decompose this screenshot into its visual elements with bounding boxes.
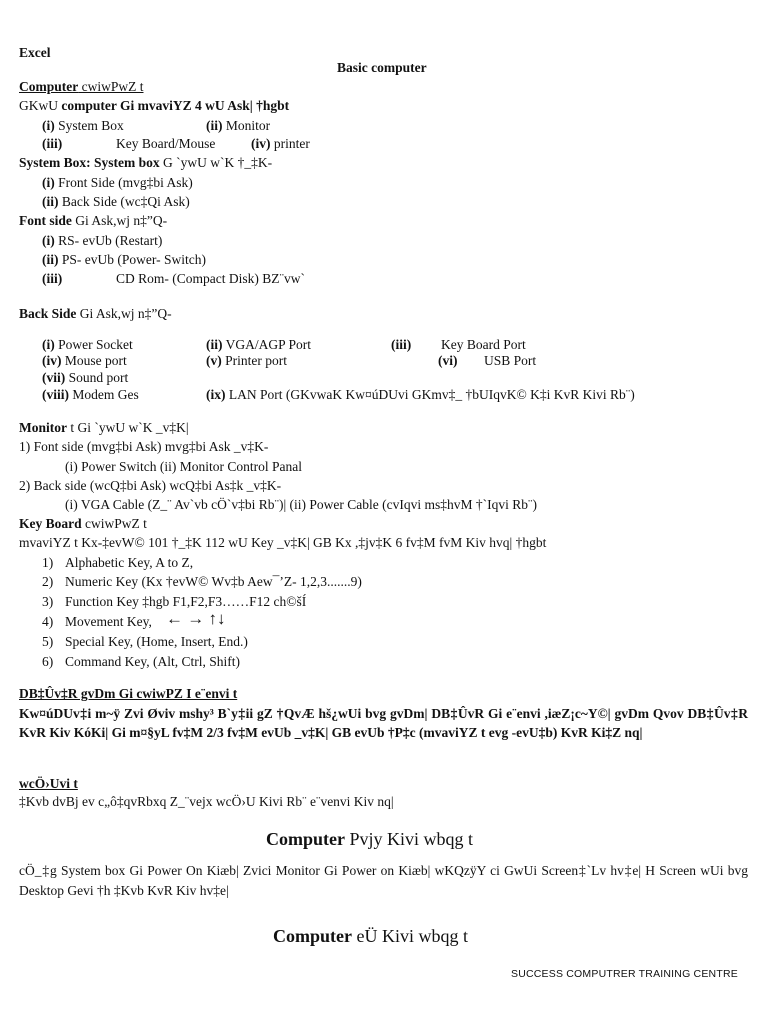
fontside-iii-num: (iii) <box>42 271 63 286</box>
port-v: (v) Printer port <box>206 353 287 368</box>
key-text: Special Key, (Home, Insert, End.) <box>65 634 248 649</box>
monitor-front-items: (i) Power Switch (ii) Monitor Control Panal <box>65 459 302 474</box>
printer-heading: wcÖ›Uvi t <box>19 776 78 791</box>
key-num: 2) <box>42 574 54 589</box>
part-iii-text: Key Board/Mouse <box>116 136 216 151</box>
port-vii: (vii) Sound port <box>42 370 129 385</box>
key-text: Alphabetic Key, A to Z, <box>65 555 194 570</box>
systembox-heading: System Box: System box G `ywU w`K †_‡K- <box>19 155 273 170</box>
mouse-paragraph: Kw¤úDUv‡i m~ÿ Zvi Øviv mshy³ B`y‡ii gZ †QvÆ hš¿wUi bvg gvDm| DB‡ÛvR Gi e¨envi ,iæZ¡c~Y©| gvDm Qvov DB‡Ûv‡R KvR Kiv KóKi| Gi m¤§yL fv‡M 2/3 fv‡M evUb _v‡K| GB evUb †P‡c (mvaviYZ t evg -evU‡b) KvR Ki‡Z nq| <box>19 706 748 740</box>
keyboard-heading: Key Board cwiwPwZ t <box>19 516 147 531</box>
start-heading: Computer Pvjy Kivi wbqg t <box>266 829 474 849</box>
key-num: 3) <box>42 594 54 609</box>
port-vi-num: (vi) <box>438 353 458 368</box>
part-ii: (ii) Monitor <box>206 118 271 133</box>
monitor-back: 2) Back side (wcQ‡bi Ask) wcQ‡bi As‡k _v‡K- <box>19 478 282 493</box>
key-text: Movement Key, <box>65 614 152 629</box>
key-num: 1) <box>42 555 54 570</box>
shutdown-heading: Computer eÜ Kivi wbqg t <box>273 926 468 946</box>
key-num: 5) <box>42 634 54 649</box>
fontside-ii: (ii) PS- evUb (Power- Switch) <box>42 252 206 267</box>
start-paragraph: cÖ_‡g System box Gi Power On Kiæb| Zvici Monitor Gi Power on Kiæb| wKQzÿY ci GwUi Screen‡`Lv hv‡e| H Screen wUi bvg Desktop Gevi †h ‡Kvb KvR Kiv hv‡e| <box>19 863 748 898</box>
part-i: (i) System Box <box>42 118 124 133</box>
computer-intro: GKwU computer Gi mvaviYZ 4 wU Ask| †hgbt <box>19 98 290 113</box>
port-vi-text: USB Port <box>484 353 537 368</box>
key-num: 6) <box>42 654 54 669</box>
printer-paragraph: ‡Kvb dvBj ev c„ô‡qvRbxq Z_¨vejx wcÖ›U Kivi Rb¨ e¨venvi Kiv nq| <box>19 794 394 809</box>
port-ii: (ii) VGA/AGP Port <box>206 337 312 352</box>
port-iv: (iv) Mouse port <box>42 353 127 368</box>
mouse-heading: DB‡Ûv‡R gvDm Gi cwiwPZ I e¨envi t <box>19 686 238 701</box>
part-iv: (iv) printer <box>251 136 310 151</box>
monitor-back-items: (i) VGA Cable (Z_¨ Av`vb cÖ`v‡bi Rb¨)| (ii) Power Cable (cvIqvi ms‡hvM †`Iqvi Rb¨) <box>65 497 537 512</box>
key-num: 4) <box>42 614 54 629</box>
port-ix: (ix) LAN Port (GKvwaK Kw¤úDUvi GKmv‡_ †bUIqvK© K‡i KvR Kivi Rb¨) <box>206 387 635 402</box>
fontside-iii-text: CD Rom- (Compact Disk) BZ¨vw` <box>116 271 305 286</box>
fontside-i: (i) RS- evUb (Restart) <box>42 233 163 248</box>
key-text: Command Key, (Alt, Ctrl, Shift) <box>65 654 240 669</box>
systembox-i: (i) Front Side (mvg‡bi Ask) <box>42 175 193 190</box>
computer-heading: Computer cwiwPwZ t <box>19 79 144 94</box>
excel-label: Excel <box>19 45 51 60</box>
page-title: Basic computer <box>337 60 427 75</box>
part-iii-num: (iii) <box>42 136 63 151</box>
footer-text: SUCCESS COMPUTRER TRAINING CENTRE <box>511 968 738 980</box>
monitor-heading: Monitor t Gi `ywU w`K _v‡K| <box>19 420 189 435</box>
port-iii-text: Key Board Port <box>441 337 526 352</box>
monitor-front: 1) Font side (mvg‡bi Ask) mvg‡bi Ask _v‡K- <box>19 439 269 454</box>
port-i: (i) Power Socket <box>42 337 133 352</box>
systembox-ii: (ii) Back Side (wc‡Qi Ask) <box>42 194 190 209</box>
arrow-keys-icon: ← → ↑↓ <box>166 609 226 628</box>
port-iii-num: (iii) <box>391 337 412 352</box>
key-text: Numeric Key (Kx †evW© Wv‡b Aew¯’Z- 1,2,3.......9) <box>65 574 362 589</box>
fontside-heading: Font side Gi Ask,wj n‡”Q- <box>19 213 168 228</box>
key-text: Function Key ‡hgb F1,F2,F3……F12 ch©šÍ <box>65 594 307 609</box>
backside-heading: Back Side Gi Ask,wj n‡”Q- <box>19 306 172 321</box>
keyboard-intro: mvaviYZ t Kx-‡evW© 101 †_‡K 112 wU Key _v‡K| GB Kx ,‡jv‡K 6 fv‡M fvM Kiv hvq| †hgbt <box>19 535 547 550</box>
port-viii: (viii) Modem Ges <box>42 387 139 402</box>
